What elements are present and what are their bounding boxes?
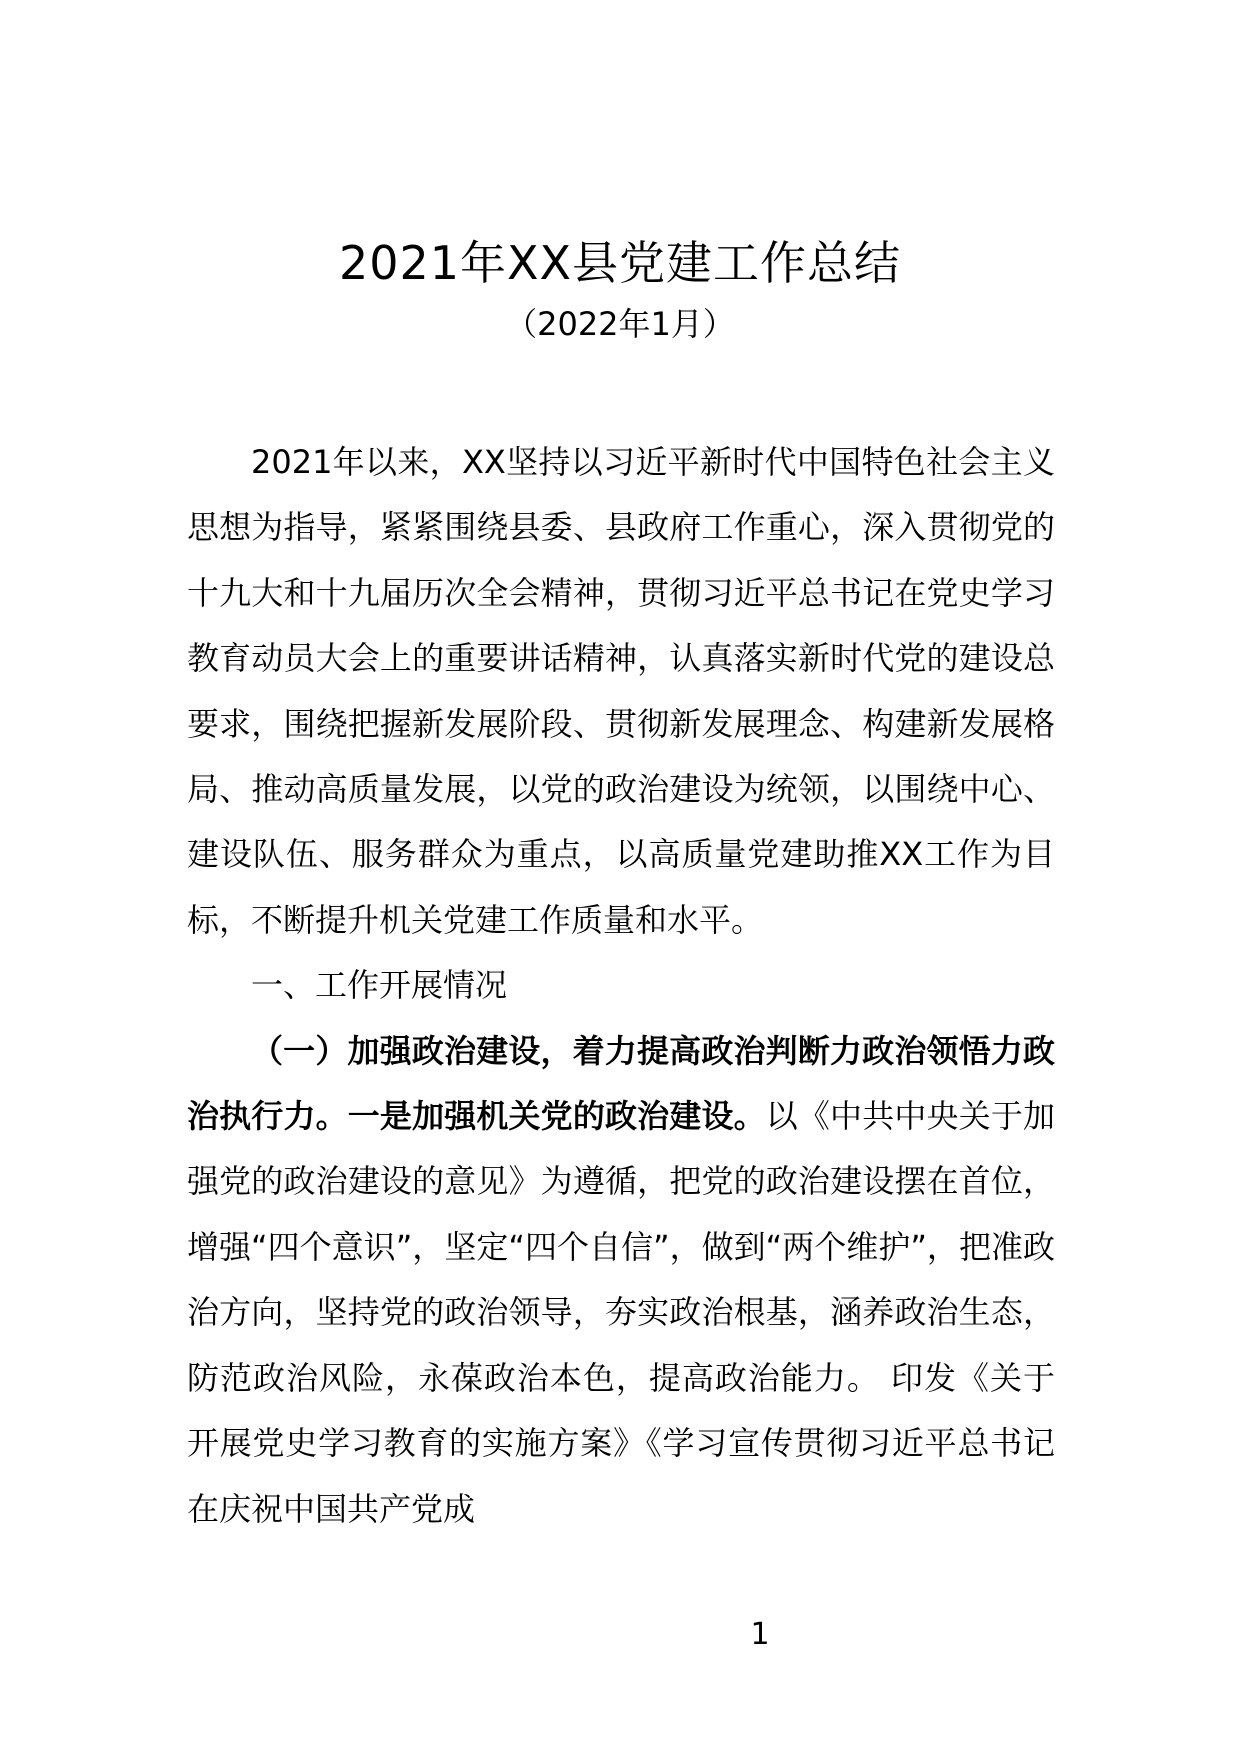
section-subheading: （一）加强政治建设，着力提高政治判断力政治领悟力政治执行力。一是加强机关党的政治建设。 (187, 1031, 1055, 1136)
section-paragraph (187, 1019, 1055, 1542)
section-heading: 一、工作开展情况 (251, 966, 508, 1005)
page-number: 1 (750, 1617, 770, 1652)
document-body (187, 430, 1055, 1542)
intro-paragraph: 2021年以来，XX坚持以习近平新时代中国特色社会主义思想为指导，紧紧围绕县委、县政府工作重心，深入贯彻党的十九大和十九届历次全会精神，贯彻习近平总书记在党史学习教育动员大会上的重要讲话精神，认真落实新时代党的建设总要求，围绕把握新发展阶段、贯彻新发展理念、构建新发展格局、推动高质量发展，以党的政治建设为统领，以围绕中心、建设队伍、服务群众为重点，以高质量党建助推XX工作为目标，不断提升机关党建工作质量和水平。 (187, 443, 1055, 939)
section-paragraph-text: 以《中共中央关于加强党的政治建设的意见》为遵循，把党的政治建设摆在首位，增强“四个意识”，坚定“四个自信”，做到“两个维护”，把准政治方向，坚持党的政治领导，夯实政治根基，涵养政治生态，防范政治风险，永葆政治本色，提高政治能力。 印发《关于开展党史学习教育的实施方案》《学习宣传贯彻习近平总书记在庆祝中国共产党成 (187, 1097, 1055, 1528)
document-title: 2021年XX县党建工作总结 (338, 236, 902, 290)
document-date: （2022年1月） (505, 305, 735, 343)
